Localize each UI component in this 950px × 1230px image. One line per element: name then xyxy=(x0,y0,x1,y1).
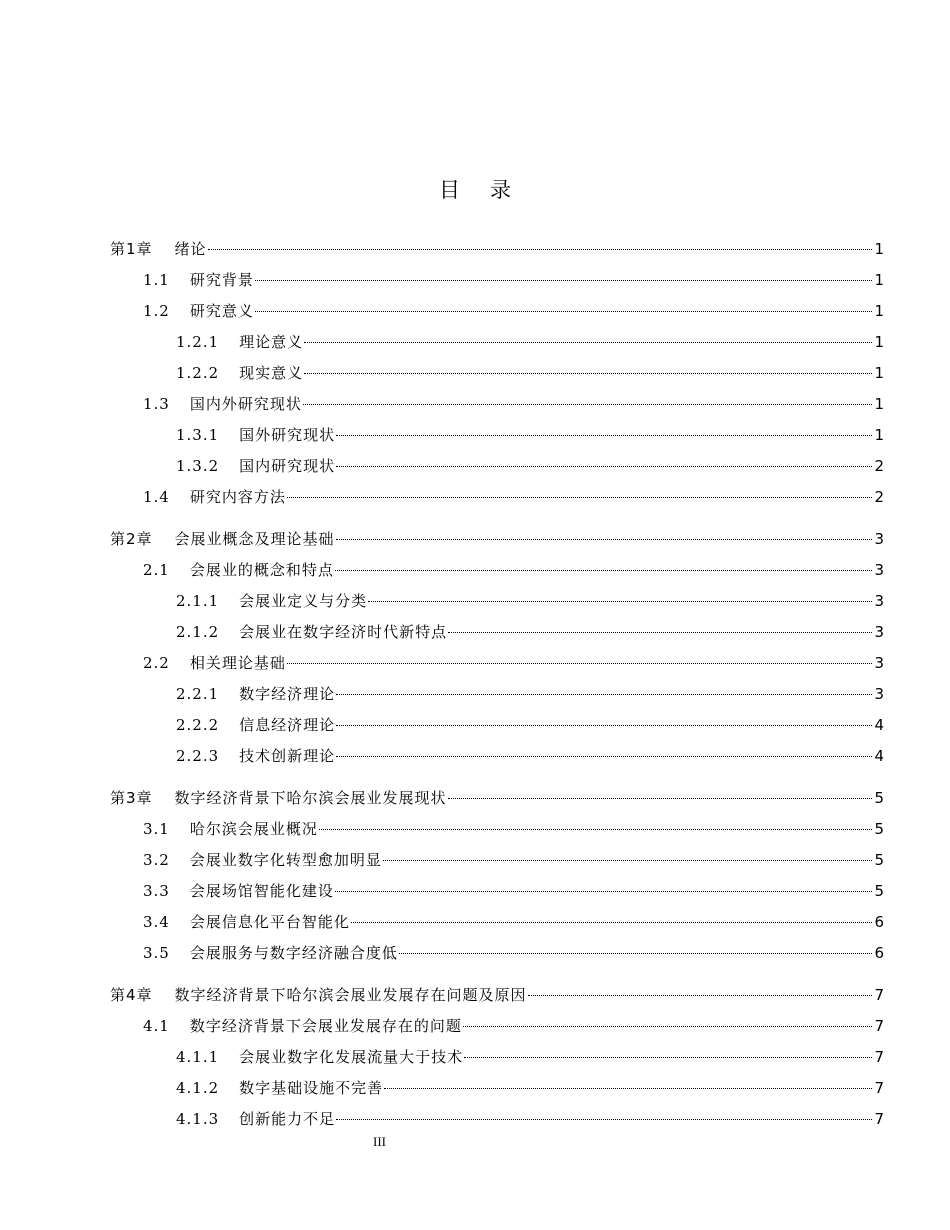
toc-entry-number: 3.5 xyxy=(143,944,170,962)
toc-dot-leader xyxy=(287,663,873,664)
toc-entry-page-number: 6 xyxy=(874,913,884,931)
toc-entry[interactable] xyxy=(176,589,884,613)
toc-dot-leader xyxy=(383,860,873,861)
toc-entry-page-number: 3 xyxy=(874,685,884,703)
toc-dot-leader xyxy=(304,342,872,343)
toc-entry-number: 1.3.2 xyxy=(176,457,220,475)
toc-entry-number: 1.2.1 xyxy=(176,333,220,351)
toc-entry[interactable] xyxy=(110,983,884,1007)
toc-entry-title: 数字经济背景下会展业发展存在的问题 xyxy=(189,1017,462,1035)
toc-entry-number: 1.3 xyxy=(143,395,170,413)
toc-entry-number: 2.1.1 xyxy=(176,592,220,610)
toc-dot-leader xyxy=(335,570,873,571)
toc-entry-page-number: 5 xyxy=(874,851,884,869)
toc-entry-number: 2.1 xyxy=(143,561,170,579)
toc-entry-page-number: 5 xyxy=(874,789,884,807)
page-title: 目录 xyxy=(439,178,541,202)
toc-entry[interactable] xyxy=(176,361,884,385)
toc-entry-page-number: 7 xyxy=(874,1110,884,1128)
toc-entry[interactable] xyxy=(110,237,884,261)
toc-entry-page-number: 5 xyxy=(874,882,884,900)
toc-dot-leader xyxy=(303,404,873,405)
toc-dot-leader xyxy=(336,725,872,726)
toc-entry-page-number: 1 xyxy=(874,333,884,351)
toc-entry-title: 会展信息化平台智能化 xyxy=(189,913,350,931)
toc-entry[interactable] xyxy=(143,879,884,903)
toc-dot-leader xyxy=(336,756,872,757)
toc-entry-page-number: 1 xyxy=(874,364,884,382)
toc-entry[interactable] xyxy=(176,1107,884,1131)
toc-entry-title: 会展业数字化转型愈加明显 xyxy=(189,851,382,869)
toc-entry-title: 国内研究现状 xyxy=(239,457,336,475)
toc-entry-page-number: 5 xyxy=(874,820,884,838)
toc-entry[interactable] xyxy=(143,941,884,965)
toc-entry[interactable] xyxy=(143,651,884,675)
toc-entry[interactable] xyxy=(176,744,884,768)
toc-dot-leader xyxy=(384,1088,872,1089)
toc-entry[interactable] xyxy=(143,268,884,292)
toc-entry-title: 创新能力不足 xyxy=(239,1110,336,1128)
toc-entry-title: 数字基础设施不完善 xyxy=(239,1079,384,1097)
toc-entry-title: 绪论 xyxy=(174,240,207,258)
toc-entry[interactable] xyxy=(176,454,884,478)
toc-entry-number: 4.1.3 xyxy=(176,1110,220,1128)
toc-entry-title: 会展业数字化发展流量大于技术 xyxy=(239,1048,464,1066)
toc-entry-title: 会展业在数字经济时代新特点 xyxy=(239,623,448,641)
toc-entry-title: 会展业概念及理论基础 xyxy=(174,530,335,548)
toc-entry-number: 2.2.1 xyxy=(176,685,220,703)
toc-entry-page-number: 3 xyxy=(874,530,884,548)
toc-dot-leader xyxy=(319,829,873,830)
toc-dot-leader xyxy=(399,953,873,954)
toc-entry-title: 数字经济背景下哈尔滨会展业发展存在问题及原因 xyxy=(174,986,527,1004)
toc-entry-title: 数字经济理论 xyxy=(239,685,336,703)
toc-entry-page-number: 3 xyxy=(874,561,884,579)
toc-dot-leader xyxy=(255,280,873,281)
toc-dot-leader xyxy=(336,435,872,436)
toc-entry-page-number: 2 xyxy=(874,457,884,475)
toc-entry-number: 2.2.2 xyxy=(176,716,220,734)
toc-entry-page-number: 1 xyxy=(874,395,884,413)
toc-entry-page-number: 3 xyxy=(874,623,884,641)
toc-entry-number: 第4章 xyxy=(110,986,153,1004)
toc-entry[interactable] xyxy=(143,485,884,509)
toc-entry-title: 国外研究现状 xyxy=(239,426,336,444)
toc-entry-title: 国内外研究现状 xyxy=(189,395,302,413)
toc-entry-number: 3.4 xyxy=(143,913,170,931)
toc-entry-number: 2.2 xyxy=(143,654,170,672)
toc-entry[interactable] xyxy=(143,299,884,323)
toc-entry-number: 4.1.1 xyxy=(176,1048,220,1066)
toc-entry-number: 4.1 xyxy=(143,1017,170,1035)
toc-entry-number: 第1章 xyxy=(110,240,153,258)
toc-entry-title: 现实意义 xyxy=(239,364,304,382)
toc-entry-title: 技术创新理论 xyxy=(239,747,336,765)
toc-entry-page-number: 3 xyxy=(874,654,884,672)
toc-entry[interactable] xyxy=(176,682,884,706)
toc-dot-leader xyxy=(208,249,873,250)
toc-entry-number: 1.3.1 xyxy=(176,426,220,444)
toc-dot-leader xyxy=(335,891,873,892)
toc-entry-number: 1.4 xyxy=(143,488,170,506)
toc-dot-leader xyxy=(368,601,872,602)
toc-entry-title: 研究内容方法 xyxy=(189,488,286,506)
toc-entry-title: 相关理论基础 xyxy=(189,654,286,672)
toc-entry-number: 3.2 xyxy=(143,851,170,869)
toc-dot-leader xyxy=(336,466,872,467)
toc-entry-number: 1.2 xyxy=(143,302,170,320)
toc-dot-leader xyxy=(448,798,873,799)
toc-entry[interactable] xyxy=(176,1076,884,1100)
toc-entry[interactable] xyxy=(143,1014,884,1038)
toc-entry[interactable] xyxy=(143,817,884,841)
toc-entry-title: 信息经济理论 xyxy=(239,716,336,734)
toc-entry[interactable] xyxy=(176,620,884,644)
toc-entry-number: 1.1 xyxy=(143,271,170,289)
toc-entry-page-number: 1 xyxy=(874,271,884,289)
toc-dot-leader xyxy=(463,1026,873,1027)
toc-entry[interactable] xyxy=(176,330,884,354)
toc-entry-number: 第3章 xyxy=(110,789,153,807)
toc-dot-leader xyxy=(304,373,872,374)
toc-entry-title: 哈尔滨会展业概况 xyxy=(189,820,318,838)
toc-entry[interactable] xyxy=(143,848,884,872)
toc-entry-page-number: 1 xyxy=(874,302,884,320)
toc-entry-page-number: 3 xyxy=(874,592,884,610)
toc-entry-title: 研究背景 xyxy=(189,271,254,289)
toc-entry[interactable] xyxy=(176,423,884,447)
toc-entry-page-number: 7 xyxy=(874,1048,884,1066)
toc-dot-leader xyxy=(336,694,872,695)
toc-entry-page-number: 2 xyxy=(874,488,884,506)
toc-dot-leader xyxy=(336,539,873,540)
toc-dot-leader xyxy=(464,1057,872,1058)
toc-dot-leader xyxy=(528,995,873,996)
toc-entry[interactable] xyxy=(110,527,884,551)
toc-entry-number: 2.2.3 xyxy=(176,747,220,765)
toc-entry[interactable] xyxy=(143,558,884,582)
toc-dot-leader xyxy=(287,497,873,498)
page-number-footer: III xyxy=(373,1134,386,1149)
toc-entry-number: 3.3 xyxy=(143,882,170,900)
toc-entry-page-number: 4 xyxy=(874,747,884,765)
toc-entry-number: 2.1.2 xyxy=(176,623,220,641)
toc-entry[interactable] xyxy=(176,1045,884,1069)
toc-entry[interactable] xyxy=(143,392,884,416)
toc-entry-title: 理论意义 xyxy=(239,333,304,351)
toc-entry-title: 会展业定义与分类 xyxy=(239,592,368,610)
toc-entry-number: 第2章 xyxy=(110,530,153,548)
toc-entry[interactable] xyxy=(110,786,884,810)
toc-entry-page-number: 7 xyxy=(874,1079,884,1097)
toc-entry-page-number: 1 xyxy=(874,426,884,444)
toc-entry-page-number: 7 xyxy=(874,1017,884,1035)
toc-entry-title: 数字经济背景下哈尔滨会展业发展现状 xyxy=(174,789,447,807)
toc-entry-number: 1.2.2 xyxy=(176,364,220,382)
toc-entry[interactable] xyxy=(143,910,884,934)
toc-entry-number: 4.1.2 xyxy=(176,1079,220,1097)
toc-dot-leader xyxy=(336,1119,872,1120)
toc-entry-title: 会展业的概念和特点 xyxy=(189,561,334,579)
toc-entry-number: 3.1 xyxy=(143,820,170,838)
toc-entry-title: 会展场馆智能化建设 xyxy=(189,882,334,900)
toc-entry-page-number: 4 xyxy=(874,716,884,734)
toc-entry-page-number: 7 xyxy=(874,986,884,1004)
toc-entry-page-number: 6 xyxy=(874,944,884,962)
toc-entry-title: 会展服务与数字经济融合度低 xyxy=(189,944,398,962)
toc-dot-leader xyxy=(448,632,872,633)
toc-dot-leader xyxy=(255,311,873,312)
toc-entry-title: 研究意义 xyxy=(189,302,254,320)
toc-entry-page-number: 1 xyxy=(874,240,884,258)
toc-entry[interactable] xyxy=(176,713,884,737)
toc-dot-leader xyxy=(351,922,873,923)
